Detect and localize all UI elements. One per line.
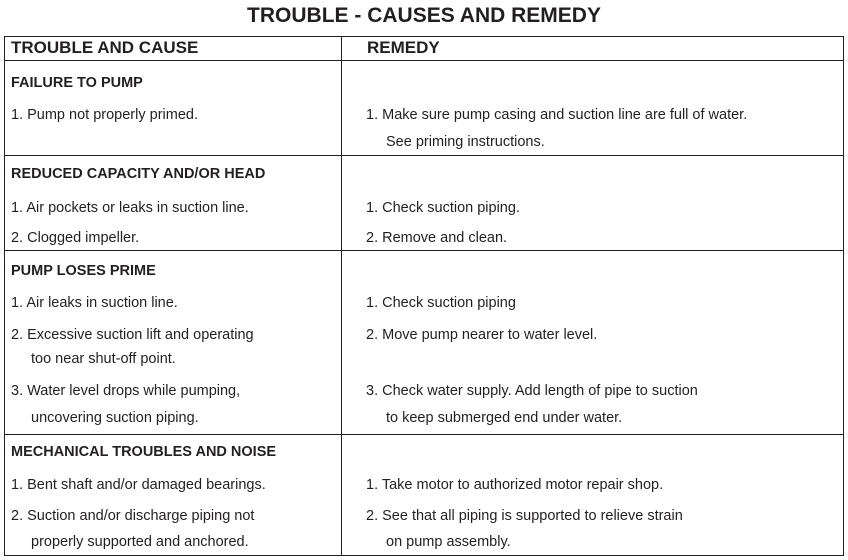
remedy-text: 1. Check suction piping: [366, 295, 516, 311]
table-header: [5, 37, 843, 61]
cause-text: 2. Excessive suction lift and operating: [11, 327, 254, 343]
section-divider: [5, 250, 843, 251]
remedy-text: 2. Remove and clean.: [366, 230, 508, 246]
section-divider: [5, 434, 843, 435]
remedy-text: 2. See that all piping is supported to relieve strain: [366, 508, 683, 524]
cause-text: 2. Clogged impeller.: [11, 230, 140, 246]
header-remedy: REMEDY: [367, 38, 440, 57]
page-title: TROUBLE - CAUSES AND REMEDY: [247, 4, 601, 27]
cause-text: 2. Suction and/or discharge piping not: [11, 508, 255, 524]
remedy-text: 1. Take motor to authorized motor repair shop.: [366, 477, 664, 493]
remedy-text: on pump assembly.: [386, 534, 511, 550]
cause-text: 1. Pump not properly primed.: [11, 107, 198, 123]
cause-text: too near shut-off point.: [31, 351, 176, 367]
section-heading: PUMP LOSES PRIME: [11, 263, 156, 279]
remedy-text: See priming instructions.: [386, 134, 545, 150]
section-heading: FAILURE TO PUMP: [11, 75, 143, 91]
cause-text: 1. Air pockets or leaks in suction line.: [11, 200, 249, 216]
remedy-text: 1. Check suction piping.: [366, 200, 520, 216]
cause-text: 1. Air leaks in suction line.: [11, 295, 178, 311]
column-divider: [341, 37, 342, 555]
cause-text: 3. Water level drops while pumping,: [11, 383, 241, 399]
cause-text: properly supported and anchored.: [31, 534, 249, 550]
remedy-text: 2. Move pump nearer to water level.: [366, 327, 598, 343]
section-heading: REDUCED CAPACITY AND/OR HEAD: [11, 166, 266, 182]
remedy-text: to keep submerged end under water.: [386, 410, 623, 426]
cause-text: uncovering suction piping.: [31, 410, 199, 426]
section-heading: MECHANICAL TROUBLES AND NOISE: [11, 444, 277, 460]
header-cause: TROUBLE AND CAUSE: [11, 38, 199, 57]
remedy-text: 3. Check water supply. Add length of pipe to suction: [366, 383, 698, 399]
remedy-text: 1. Make sure pump casing and suction line are full of water.: [366, 107, 748, 123]
cause-text: 1. Bent shaft and/or damaged bearings.: [11, 477, 266, 493]
trouble-remedy-table: [4, 36, 844, 556]
section-divider: [5, 155, 843, 156]
